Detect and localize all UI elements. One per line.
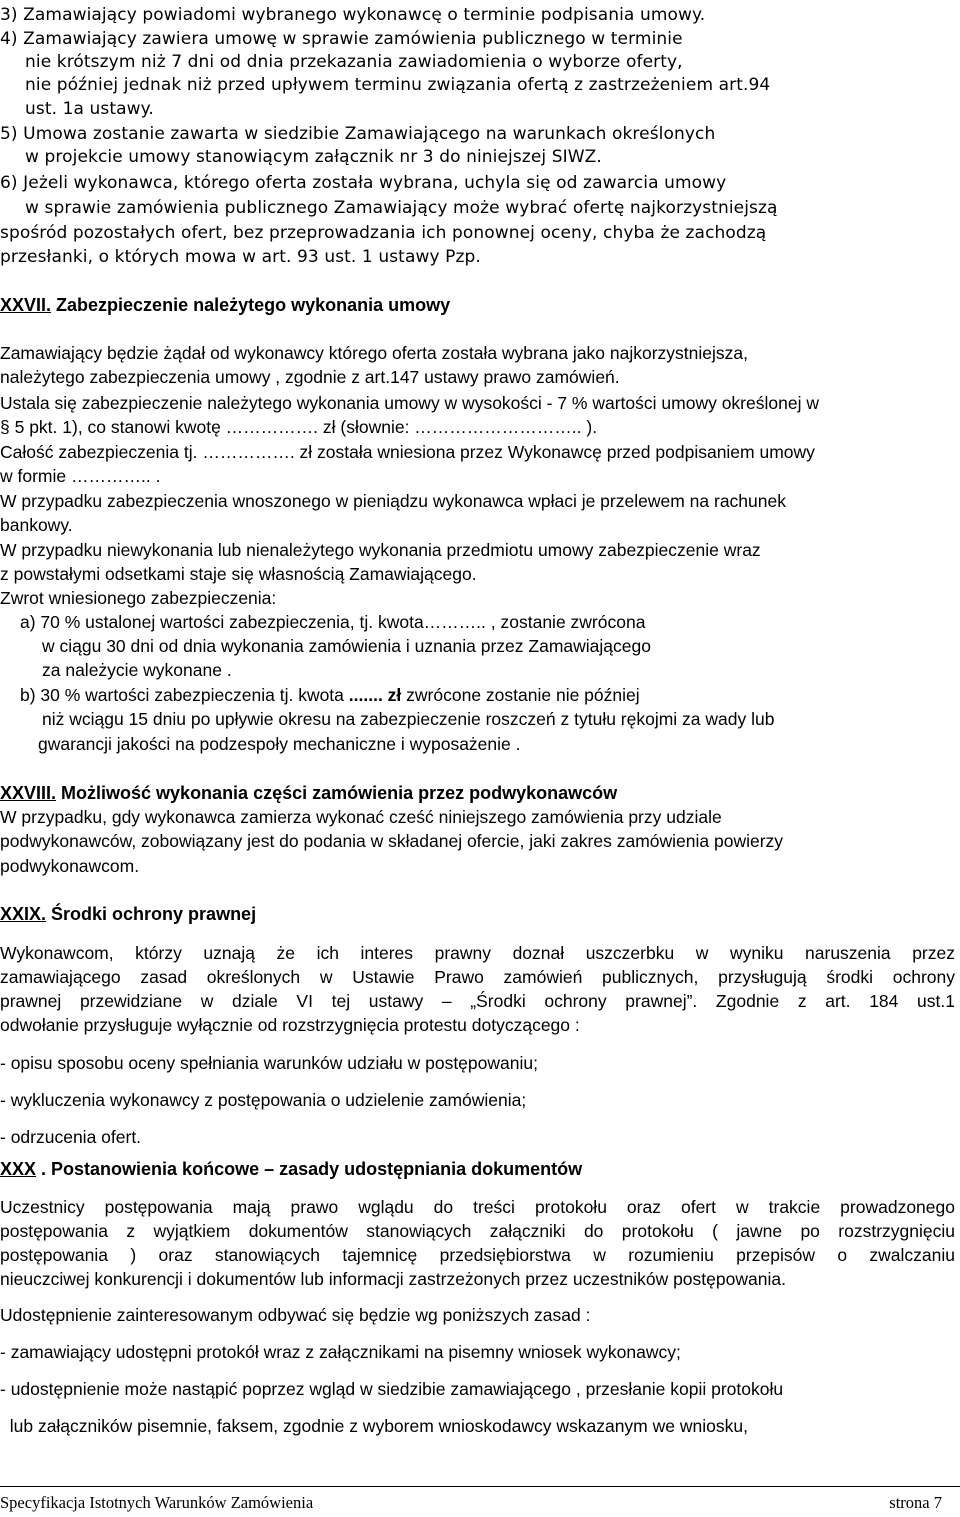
section-title: Środki ochrony prawnej xyxy=(46,904,257,924)
text-line: § 5 pkt. 1), co stanowi kwotę ……………. zł (słownie: ……………………….. ). xyxy=(0,417,598,437)
text-line: w projekcie umowy stanowiącym załącznik nr 3 do niniejszej SIWZ. xyxy=(25,147,602,167)
text-line: z powstałymi odsetkami staje się własnością Zamawiającego. xyxy=(0,564,477,584)
text-line: w ciągu 30 dni od dnia wykonania zamówienia i uznania przez Zamawiającego xyxy=(42,636,651,656)
text-line: podwykonawcom. xyxy=(0,856,140,876)
section-heading-xxvii xyxy=(0,294,450,316)
text-line: podwykonawców, zobowiązany jest do podania w składanej ofercie, jaki zakres zamówienia powierzy xyxy=(0,831,784,851)
footer-divider xyxy=(0,1486,960,1487)
section-number: XXIX. xyxy=(0,904,47,924)
text-line: zamawiającego zasad określonych w Ustawie Prawo zamówień publicznych, przysługują środki ochrony xyxy=(0,967,955,987)
text-line: W przypadku niewykonania lub nienależytego wykonania przedmiotu umowy zabezpieczenie wraz xyxy=(0,540,761,560)
list-item-b-text: b) 30 % wartości zabezpieczenia tj. kwota xyxy=(20,685,349,705)
text-line: należytego zabezpieczenia umowy , zgodnie z art.147 ustawy prawo zamówień. xyxy=(0,367,620,387)
list-item-b-amount: ....... zł xyxy=(348,685,402,705)
text-line: spośród pozostałych ofert, bez przeprowadzania ich ponownej oceny, chyba że zachodzą xyxy=(0,223,767,243)
footer-title: Specyfikacja Istotnych Warunków Zamówienia xyxy=(0,1493,314,1512)
text-line: niż wciągu 15 dniu po upływie okresu na zabezpieczenie roszczeń z tytułu rękojmi za wady lub xyxy=(42,709,775,729)
list-item: lub załączników pisemnie, faksem, zgodnie z wyborem wnioskodawcy wskazanym we wniosku, xyxy=(0,1416,748,1436)
text-line: 6) Jeżeli wykonawca, którego oferta została wybrana, uchyla się od zawarcia umowy xyxy=(0,173,727,193)
text-line: postępowania z wyjątkiem dokumentów stanowiących załączniki do protokołu ( jawne po rozstrzygnięciu xyxy=(0,1221,955,1241)
text-line: postępowania ) oraz stanowiących tajemnicę przedsiębiorstwa w rozumieniu przepisów o zwalczaniu xyxy=(0,1245,955,1265)
text-line: gwarancji jakości na podzespoły mechaniczne i wyposażenie . xyxy=(38,734,521,754)
text-line: Udostępnienie zainteresowanym odbywać się będzie wg poniższych zasad : xyxy=(0,1305,591,1325)
text-line: Zwrot wniesionego zabezpieczenia: xyxy=(0,588,277,608)
text-line: W przypadku, gdy wykonawca zamierza wykonać cześć niniejszego zamówienia przy udziale xyxy=(0,807,722,827)
text-line: 4) Zamawiający zawiera umowę w sprawie zamówienia publicznego w terminie xyxy=(0,29,683,49)
text-line: nie później jednak niż przed upływem terminu związania ofertą z zastrzeżeniem art.94 xyxy=(25,75,771,95)
text-line: bankowy. xyxy=(0,515,73,535)
text-line: w formie ………….. . xyxy=(0,466,161,486)
section-number: XXVII. xyxy=(0,295,52,315)
text-line: przesłanki, o których mowa w art. 93 ust. 1 ustawy Pzp. xyxy=(0,247,481,267)
text-line: za należycie wykonane . xyxy=(42,660,232,680)
text-line: w sprawie zamówienia publicznego Zamawiający może wybrać ofertę najkorzystniejszą xyxy=(25,198,778,218)
text-line: Całość zabezpieczenia tj. ……………. zł została wniesiona przez Wykonawcę przed podpisaniem umowy xyxy=(0,442,815,462)
section-heading-xxix xyxy=(0,903,256,925)
list-item-b xyxy=(20,684,640,706)
text-line: 5) Umowa zostanie zawarta w siedzibie Zamawiającego na warunkach określonych xyxy=(0,124,716,144)
text-line: Zamawiający będzie żądał od wykonawcy którego oferta została wybrana jako najkorzystniejsza, xyxy=(0,343,749,363)
text-line: W przypadku zabezpieczenia wnoszonego w pieniądzu wykonawca wpłaci je przelewem na rachunek xyxy=(0,491,786,511)
text-line: ust. 1a ustawy. xyxy=(25,99,154,119)
section-number: XXX xyxy=(0,1159,37,1179)
text-line: odwołanie przysługuje wyłącznie od rozstrzygnięcia protestu dotyczącego : xyxy=(0,1015,580,1035)
section-heading-xxx xyxy=(0,1158,582,1180)
section-heading-xxviii xyxy=(0,782,617,804)
footer-page-number: strona 7 xyxy=(889,1493,942,1512)
text-line: Wykonawcom, którzy uznają że ich interes prawny doznał uszczerbku w wyniku naruszenia przez xyxy=(0,943,955,963)
list-item: - odrzucenia ofert. xyxy=(0,1127,142,1147)
section-title: Zabezpieczenie należytego wykonania umowy xyxy=(51,295,451,315)
section-number: XXVIII. xyxy=(0,783,57,803)
text-line: nie krótszym niż 7 dni od dnia przekazania zawiadomienia o wyborze oferty, xyxy=(25,52,683,72)
section-title: . Postanowienia końcowe – zasady udostępniania dokumentów xyxy=(36,1159,583,1179)
section-title: Możliwość wykonania części zamówienia przez podwykonawców xyxy=(56,783,618,803)
text-line: 3) Zamawiający powiadomi wybranego wykonawcę o terminie podpisania umowy. xyxy=(0,5,706,25)
list-item: - wykluczenia wykonawcy z postępowania o udzielenie zamówienia; xyxy=(0,1090,527,1110)
list-item: - opisu sposobu oceny spełniania warunków udziału w postępowaniu; xyxy=(0,1053,538,1073)
list-item: - zamawiający udostępni protokół wraz z załącznikami na pisemny wniosek wykonawcy; xyxy=(0,1342,681,1362)
text-line: Ustala się zabezpieczenie należytego wykonania umowy w wysokości - 7 % wartości umowy określonej w xyxy=(0,393,819,413)
text-line: nieuczciwej konkurencji i dokumentów lub informacji zastrzeżonych przez uczestników postępowania. xyxy=(0,1269,786,1289)
list-item: - udostępnienie może nastąpić poprzez wgląd w siedzibie zamawiającego , przesłanie kopii protokołu xyxy=(0,1379,784,1399)
list-item-b-text-end: zwrócone zostanie nie później xyxy=(401,685,640,705)
text-line: prawnej przewidziane w dziale VI tej ustawy – „Środki ochrony prawnej”. Zgodnie z art. 184 ust.1 xyxy=(0,991,955,1011)
list-item-a: a) 70 % ustalonej wartości zabezpieczenia, tj. kwota……….. , zostanie zwrócona xyxy=(20,612,646,632)
text-line: Uczestnicy postępowania mają prawo wglądu do treści protokołu oraz ofert w trakcie prowadzonego xyxy=(0,1197,955,1217)
